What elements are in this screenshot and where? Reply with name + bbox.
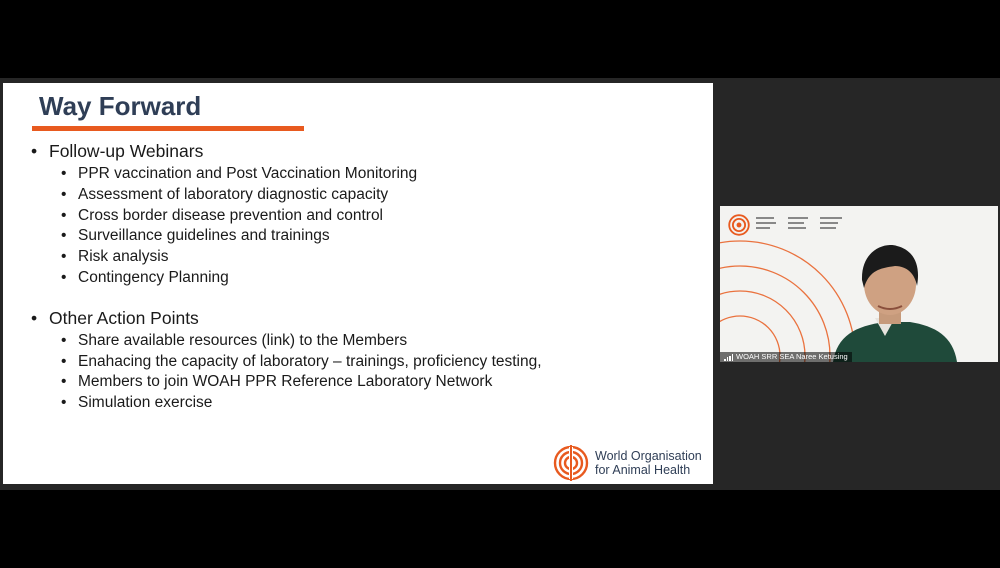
list-item: • Cross border disease prevention and control bbox=[31, 206, 691, 227]
list-item: • Risk analysis bbox=[31, 247, 691, 268]
list-item: • Simulation exercise bbox=[31, 393, 691, 414]
woah-emblem-icon bbox=[553, 445, 589, 481]
video-woah-logo bbox=[728, 214, 846, 236]
title-underline bbox=[32, 126, 304, 131]
logo-text-lines bbox=[788, 214, 814, 232]
shared-slide bbox=[3, 83, 713, 484]
participant-avatar-icon bbox=[815, 236, 965, 362]
woah-logo bbox=[553, 445, 702, 481]
slide-title: Way Forward bbox=[39, 91, 202, 121]
logo-text-lines bbox=[820, 214, 846, 232]
list-item: • Members to join WOAH PPR Reference Laboratory Network bbox=[31, 372, 691, 393]
woah-emblem-small-icon bbox=[728, 214, 750, 236]
list-item: • Surveillance guidelines and trainings bbox=[31, 226, 691, 247]
logo-text: World Organisation for Animal Health bbox=[595, 449, 702, 477]
bullet-list bbox=[31, 138, 691, 414]
participant-video-tile[interactable] bbox=[720, 206, 998, 362]
list-item: • Contingency Planning bbox=[31, 268, 691, 289]
spacer bbox=[31, 289, 691, 305]
list-item: • Share available resources (link) to the Members bbox=[31, 331, 691, 352]
section-heading: • Follow-up Webinars bbox=[31, 138, 691, 164]
signal-strength-icon bbox=[724, 354, 733, 361]
list-item: • PPR vaccination and Post Vaccination Monitoring bbox=[31, 164, 691, 185]
participant-name: WOAH SRR SEA Naree Ketusing bbox=[736, 352, 848, 361]
section-heading: • Other Action Points bbox=[31, 305, 691, 331]
participant-name-tag bbox=[720, 352, 852, 362]
logo-text-lines bbox=[756, 214, 782, 232]
list-item: • Enahacing the capacity of laboratory – trainings, proficiency testing, bbox=[31, 352, 691, 373]
list-item: • Assessment of laboratory diagnostic capacity bbox=[31, 185, 691, 206]
